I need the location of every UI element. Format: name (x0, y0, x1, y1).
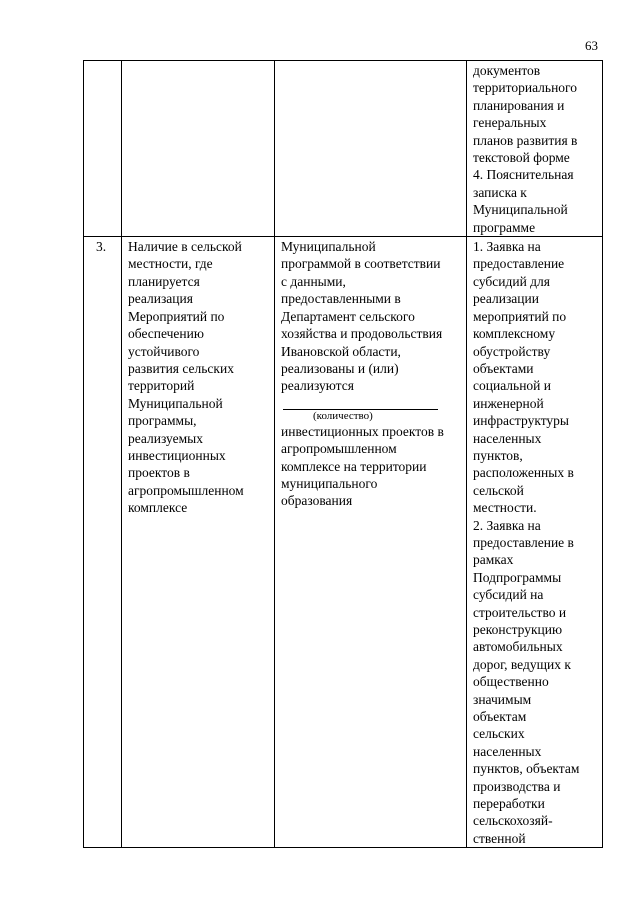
text-line: территориального (473, 80, 577, 96)
text-line: комплексному (473, 326, 556, 342)
text-line: документов (473, 63, 541, 78)
text-line: развития сельских (128, 360, 234, 376)
text-line: Наличие в сельской (128, 239, 242, 255)
text-line: реализуются (281, 378, 354, 394)
cell-documents (467, 237, 603, 848)
text-line: муниципального (281, 475, 378, 491)
text-line: расположенных в (473, 465, 574, 481)
blank-caption: (количество) (313, 409, 373, 422)
text-line: планов развития в (473, 132, 578, 148)
text-line: инфраструктуры (473, 413, 569, 429)
text-line: комплексе на территории (281, 458, 427, 474)
text-line: программы, (128, 413, 197, 429)
cell-number: 3. (84, 237, 122, 848)
indicator-text-bottom (281, 423, 462, 510)
text-line: предоставленными в (281, 291, 401, 307)
cell-criterion (122, 237, 275, 848)
text-line: агропромышленном (281, 441, 397, 457)
text-line: текстовой форме (473, 150, 570, 166)
text-line: сельских (473, 726, 525, 742)
text-line: сельской (473, 482, 524, 498)
text-line: образования (281, 493, 353, 509)
text-line: Муниципальной (281, 239, 376, 255)
text-line: программе (473, 219, 536, 235)
table-row-continued (84, 61, 603, 237)
cell-criterion (122, 61, 275, 237)
text-line: объектами (473, 360, 534, 376)
text-line: субсидий для (473, 273, 550, 289)
blank-fill-line (283, 395, 438, 410)
text-line: населенных (473, 743, 542, 759)
text-line: устойчивого (128, 343, 200, 359)
text-line: пунктов, объектам (473, 761, 580, 777)
page-number: 63 (585, 38, 598, 53)
text-line: местности, где (128, 256, 213, 272)
text-line: предоставление в (473, 534, 574, 550)
text-line: обустройству (473, 343, 551, 359)
text-line: населенных (473, 430, 542, 446)
text-line: реконструкцию (473, 622, 563, 637)
text-line: предоставление (473, 256, 565, 272)
text-line: планируется (128, 273, 200, 289)
text-line: значимым (473, 691, 532, 707)
text-line: Подпрограммы (473, 569, 562, 585)
text-line: объектам (473, 709, 527, 725)
text-line: автомобильных (473, 639, 563, 655)
text-line: инвестиционных проектов в (281, 423, 444, 439)
text-line: сельскохозяй- (473, 813, 553, 829)
text-line: агропромышленном (128, 482, 244, 498)
cell-number (84, 61, 122, 237)
text-line: записка к (473, 184, 527, 200)
text-line: генеральных (473, 115, 547, 131)
text-line: планирования и (473, 97, 565, 113)
text-line: субсидий на (473, 587, 544, 603)
text-line: проектов в (128, 465, 190, 481)
text-line: Департамент сельского (281, 308, 415, 324)
text-line: реализации (473, 291, 539, 307)
text-line: дорог, ведущих к (473, 656, 571, 672)
text-line: комплексе (128, 500, 188, 516)
text-line: территорий (128, 378, 195, 394)
text-line: хозяйства и продовольствия (281, 326, 443, 342)
table-row-3 (84, 237, 603, 848)
text-line: реализованы и (или) (281, 360, 399, 376)
text-line: мероприятий по (473, 308, 567, 324)
text-line: социальной и (473, 378, 551, 394)
indicator-text-top (281, 238, 462, 395)
text-line: с данными, (281, 273, 346, 289)
text-line: местности. (473, 500, 537, 516)
cell-documents (467, 61, 603, 237)
text-line: инвестиционных (128, 447, 226, 463)
text-line: Муниципальной (128, 395, 223, 411)
text-line: переработки (473, 796, 545, 812)
text-line: 4. Пояснительная (473, 167, 574, 183)
text-line: реализуемых (128, 430, 203, 446)
text-line: Ивановской области, (281, 343, 401, 359)
text-line: пунктов, (473, 447, 523, 463)
text-line: общественно (473, 674, 549, 690)
text-line: Мероприятий по (128, 308, 225, 324)
text-line: программой в соответствии (281, 256, 441, 272)
text-line: рамках (473, 552, 514, 568)
text-line: Муниципальной (473, 202, 568, 218)
text-line: инженерной (473, 395, 544, 411)
text-line: реализация (128, 291, 193, 307)
text-line: ственной (473, 830, 526, 846)
text-line: 1. Заявка на (473, 239, 541, 255)
requirements-table (83, 60, 603, 848)
text-line: производства и (473, 778, 561, 794)
cell-indicator (275, 61, 467, 237)
text-line: обеспечению (128, 326, 204, 342)
text-line: строительство и (473, 604, 567, 620)
cell-indicator (275, 237, 467, 848)
text-line: 2. Заявка на (473, 517, 541, 533)
